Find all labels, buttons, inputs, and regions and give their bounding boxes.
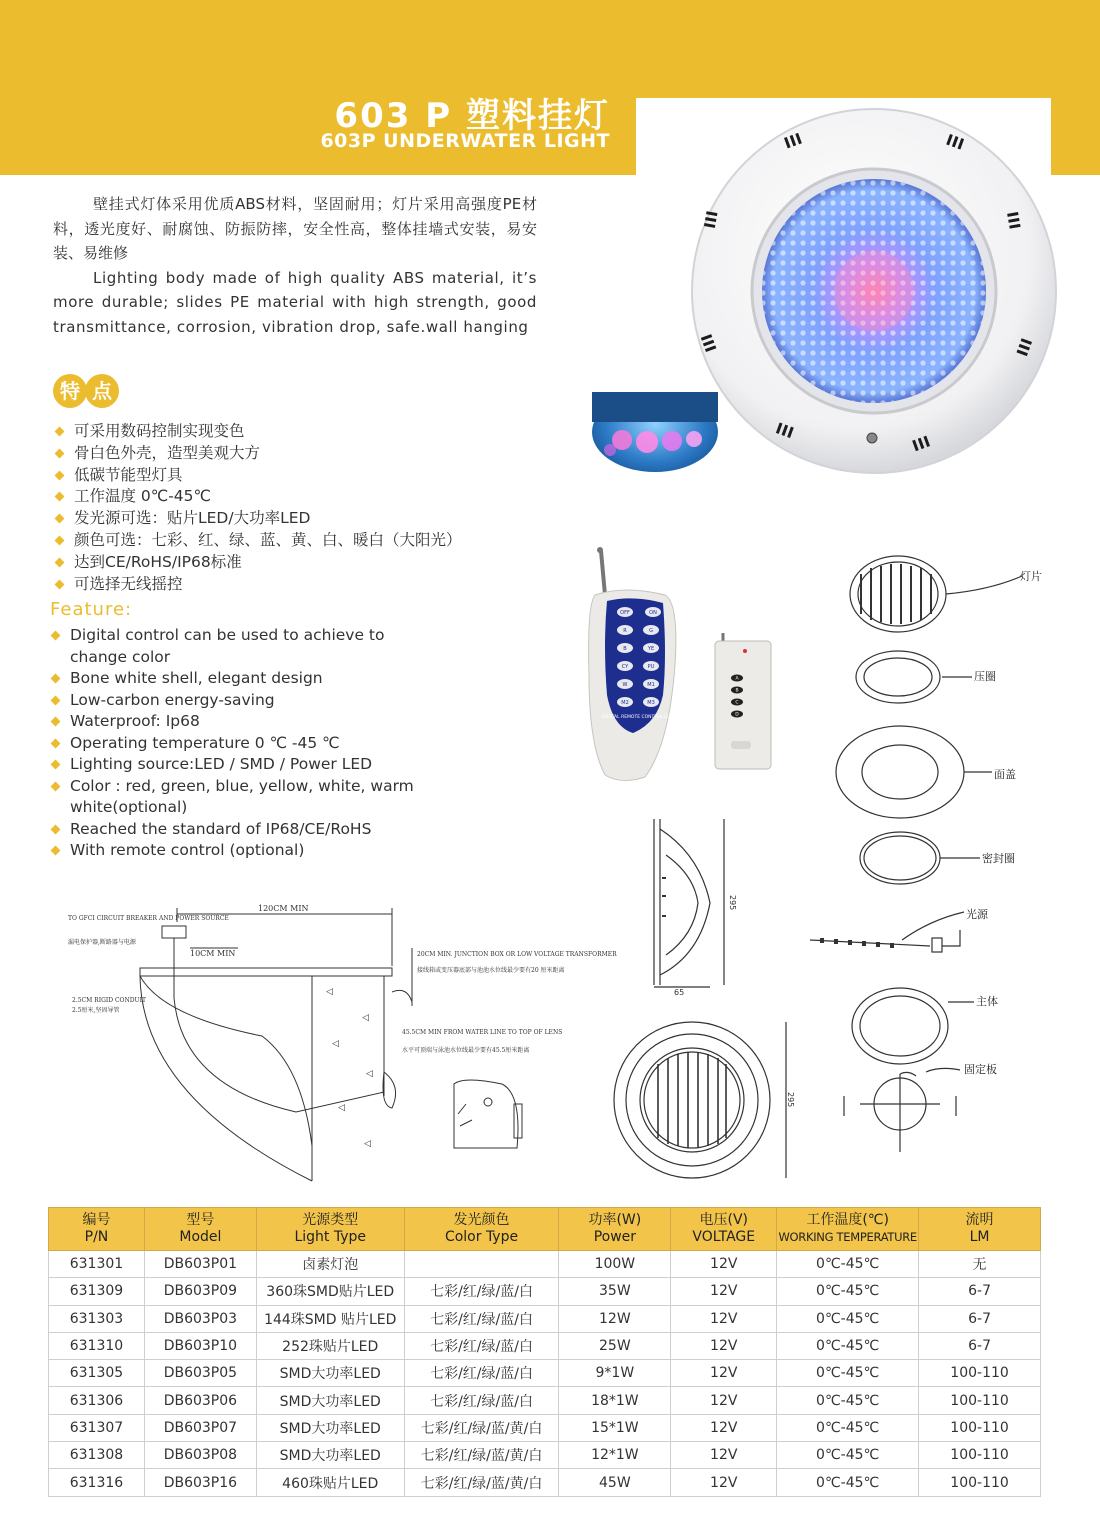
cell-voltage: 12V [671,1360,777,1387]
cell-lumen: 无 [919,1251,1041,1278]
cell-model: DB603P08 [144,1442,256,1469]
part-lens: 灯片 [1020,570,1042,583]
cell-light-type: 252珠贴片LED [256,1332,404,1359]
cell-lumen: 100-110 [919,1414,1041,1441]
cell-voltage: 12V [671,1387,777,1414]
dim-120: 120CM MIN [258,904,309,913]
th-model: 型号 Model [144,1208,256,1251]
list-item: Low-carbon energy-saving [49,690,429,712]
remote-btn-label: PU [647,664,655,670]
cell-lumen: 6-7 [919,1332,1041,1359]
cell-pn: 631307 [49,1414,145,1441]
spec-table [48,1207,1041,1497]
cell-light-type: SMD大功率LED [256,1360,404,1387]
water-label-cn: 水平可顶端与泳池水位线最少要有45.5厘米距离 [402,1047,530,1054]
cell-pn: 631316 [49,1469,145,1496]
remote-btn-label: B [623,646,627,652]
cell-power: 35W [559,1278,671,1305]
intro-text [53,192,537,339]
remote-btn-label: OFF [620,610,630,616]
cell-light-type: 460珠贴片LED [256,1469,404,1496]
cell-light-type: SMD大功率LED [256,1414,404,1441]
part-plate: 固定板 [964,1063,997,1076]
remote-btn-label: W [622,682,628,688]
cell-temp: 0℃-45℃ [777,1360,919,1387]
cell-power: 100W [559,1251,671,1278]
cell-pn: 631305 [49,1360,145,1387]
cell-power: 15*1W [559,1414,671,1441]
side-view-drawing [640,815,750,995]
list-item: 达到CE/RoHS/IP68标准 [53,552,462,574]
cell-color: 七彩/红/绿/蓝/黄/白 [404,1469,559,1496]
list-item: 低碳节能型灯具 [53,465,462,487]
cell-temp: 0℃-45℃ [777,1442,919,1469]
list-item: With remote control (optional) [49,840,429,862]
page-subtitle: 603P UNDERWATER LIGHT [320,130,610,152]
installation-diagram [62,896,617,1186]
cell-pn: 631303 [49,1305,145,1332]
list-item: Lighting source:LED / SMD / Power LED [49,754,429,776]
dim-10: 10CM MIN [190,949,236,958]
remote-btn-label: M2 [621,700,629,706]
intro-cn: 壁挂式灯体采用优质ABS材料，坚固耐用；灯片采用高强度PE材料，透光度好、耐腐蚀、防振防摔，安全性高，整体挂墙式安装，易安装、易维修 [53,195,537,262]
cell-power: 9*1W [559,1360,671,1387]
th-power: 功率(W) Power [559,1208,671,1251]
list-item: 可选择无线摇控 [53,574,462,596]
cell-color: 七彩/红/绿/蓝/白 [404,1332,559,1359]
table-row [49,1278,1041,1305]
features-cn-list [53,421,462,595]
cell-voltage: 12V [671,1278,777,1305]
part-cover: 面盖 [994,768,1016,781]
cell-model: DB603P10 [144,1332,256,1359]
cell-lumen: 100-110 [919,1360,1041,1387]
cell-voltage: 12V [671,1251,777,1278]
cell-power: 25W [559,1332,671,1359]
cell-voltage: 12V [671,1332,777,1359]
cell-power: 45W [559,1469,671,1496]
cell-voltage: 12V [671,1469,777,1496]
dim-side-depth: 65 [674,988,685,997]
cell-light-type: 卤素灯泡 [256,1251,404,1278]
front-view-drawing [608,1018,798,1183]
remote-btn-label: M3 [647,700,655,706]
cell-power: 18*1W [559,1387,671,1414]
svg-text:◁: ◁ [364,1139,371,1149]
cell-model: DB603P07 [144,1414,256,1441]
cell-voltage: 12V [671,1442,777,1469]
svg-text:◁: ◁ [338,1103,345,1113]
table-row [49,1332,1041,1359]
cell-color: 七彩/红/绿/蓝/黄/白 [404,1414,559,1441]
table-row [49,1305,1041,1332]
pool-photo [592,392,718,472]
junction-label: 20CM MIN. JUNCTION BOX OR LOW VOLTAGE TRANSFORMER [417,951,617,958]
cell-temp: 0℃-45℃ [777,1469,919,1496]
dim-side-height: 295 [728,895,737,911]
cell-lumen: 100-110 [919,1387,1041,1414]
remote-btn-label: CY [621,664,629,670]
cell-model: DB603P06 [144,1387,256,1414]
cell-temp: 0℃-45℃ [777,1414,919,1441]
remote-btn-label: YE [647,646,655,652]
exploded-parts-drawing [800,550,1060,1180]
th-temperature: 工作温度(℃) WORKING TEMPERATURE [777,1208,919,1251]
part-ring: 压圈 [974,670,996,683]
cell-color: 七彩/红/绿/蓝/白 [404,1305,559,1332]
table-row [49,1414,1041,1441]
part-seal: 密封圈 [982,852,1015,865]
cell-temp: 0℃-45℃ [777,1305,919,1332]
list-item: Operating temperature 0 ℃ -45 ℃ [49,733,429,755]
list-item: Digital control can be used to achieve to change color [49,625,429,668]
list-item: 骨白色外壳，造型美观大方 [53,443,462,465]
cell-temp: 0℃-45℃ [777,1332,919,1359]
product-photo-lamp [688,108,1060,474]
cell-color: 七彩/红/绿/蓝/白 [404,1278,559,1305]
cell-model: DB603P16 [144,1469,256,1496]
cell-lumen: 100-110 [919,1442,1041,1469]
table-row [49,1360,1041,1387]
table-row [49,1442,1041,1469]
list-item: Color : red, green, blue, yellow, white, warm white(optional) [49,776,429,819]
cell-light-type: SMD大功率LED [256,1387,404,1414]
cell-color [404,1251,559,1278]
list-item: 可采用数码控制实现变色 [53,421,462,443]
cell-pn: 631301 [49,1251,145,1278]
cell-voltage: 12V [671,1414,777,1441]
remote-small-btn: B [735,688,739,694]
cell-model: DB603P01 [144,1251,256,1278]
cell-voltage: 12V [671,1305,777,1332]
list-item: 颜色可选：七彩、红、绿、蓝、黄、白、暖白（大阳光） [53,530,462,552]
list-item: 发光源可选：贴片LED/大功率LED [53,508,462,530]
cell-lumen: 6-7 [919,1305,1041,1332]
page-title: 603 P 塑料挂灯 [334,96,610,136]
cell-pn: 631310 [49,1332,145,1359]
list-item: 工作温度 0℃-45℃ [53,486,462,508]
features-badge [53,374,117,408]
cell-temp: 0℃-45℃ [777,1387,919,1414]
cell-light-type: SMD大功率LED [256,1442,404,1469]
list-item: Bone white shell, elegant design [49,668,429,690]
cell-model: DB603P05 [144,1360,256,1387]
table-row [49,1387,1041,1414]
cell-light-type: 360珠SMD贴片LED [256,1278,404,1305]
cell-color: 七彩/红/绿/蓝/黄/白 [404,1442,559,1469]
water-label: 45.5CM MIN FROM WATER LINE TO TOP OF LENS [402,1029,563,1036]
cell-model: DB603P09 [144,1278,256,1305]
features-en-list [49,625,429,862]
cell-temp: 0℃-45℃ [777,1278,919,1305]
svg-text:◁: ◁ [332,1039,339,1049]
th-color-type: 发光颜色 Color Type [404,1208,559,1251]
cell-lumen: 100-110 [919,1469,1041,1496]
cell-pn: 631309 [49,1278,145,1305]
cell-lumen: 6-7 [919,1278,1041,1305]
svg-text:◁: ◁ [326,987,333,997]
junction-label-cn: 接线箱或变压器底部与池池水位线最少要有20 厘米距离 [417,967,565,974]
th-light-type: 光源类型 Light Type [256,1208,404,1251]
remote-btn-label: R [623,628,627,634]
svg-text:◁: ◁ [366,1069,373,1079]
remote-btn-label: ON [649,610,657,616]
remote-btn-label: G [649,628,653,634]
remote-small-btn: C [735,700,739,706]
feature-heading: Feature: [50,599,133,620]
conduit-label-cn: 2.5厘米,坚固导管 [72,1007,120,1014]
list-item: Reached the standard of IP68/CE/RoHS [49,819,429,841]
cell-power: 12W [559,1305,671,1332]
remote-btn-label: M1 [647,682,655,688]
th-lumen: 流明 LM [919,1208,1041,1251]
remote-small-btn: A [735,676,739,682]
cell-power: 12*1W [559,1442,671,1469]
part-body: 主体 [976,995,998,1008]
gfci-label: TO GFCI CIRCUIT BREAKER AND POWER SOURCE [68,915,229,922]
gfci-label-cn: 漏电保护器,断路器与电源 [68,939,136,946]
badge-char: 特 [53,374,87,408]
cell-light-type: 144珠SMD 贴片LED [256,1305,404,1332]
remote-label: DIGITAL REMOTE CONTROLLER [602,715,672,720]
badge-char: 点 [85,374,119,408]
conduit-label: 2.5CM RIGID CONDUIT [72,997,146,1004]
cell-color: 七彩/红/绿/蓝/白 [404,1387,559,1414]
cell-model: DB603P03 [144,1305,256,1332]
part-light-source: 光源 [966,908,988,921]
svg-text:◁: ◁ [362,1013,369,1023]
table-header-row [49,1208,1041,1251]
cell-pn: 631306 [49,1387,145,1414]
table-row [49,1469,1041,1496]
dim-front-dia: 295 [786,1092,795,1108]
cell-color: 七彩/红/绿/蓝/白 [404,1360,559,1387]
cell-pn: 631308 [49,1442,145,1469]
remote-small-btn: D [735,712,739,718]
list-item: Waterproof: Ip68 [49,711,429,733]
table-row [49,1251,1041,1278]
th-pn: 编号 P/N [49,1208,145,1251]
th-voltage: 电压(V) VOLTAGE [671,1208,777,1251]
intro-en: Lighting body made of high quality ABS material, it’s more durable; slides PE material with high strength, good transmittance, corrosion, vibration drop, safe.wall hanging [53,268,537,336]
remote-controls [585,545,785,785]
cell-temp: 0℃-45℃ [777,1251,919,1278]
